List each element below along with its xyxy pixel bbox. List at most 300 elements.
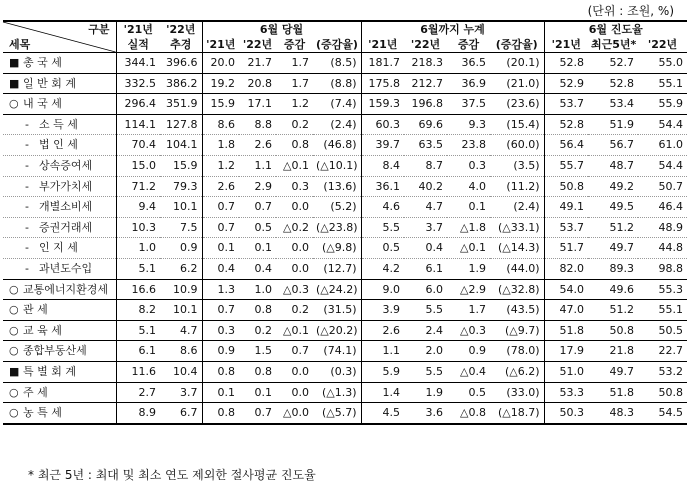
table-cell: 10.1 (160, 300, 202, 321)
table-cell: 0.1 (239, 238, 276, 259)
table-row (3, 176, 687, 197)
table-cell: △0.2 (276, 217, 313, 238)
table-cell: 52.8 (544, 114, 588, 135)
table-cell: 5.5 (404, 361, 447, 382)
table-cell: 52.9 (544, 73, 588, 94)
header-cum-rate: (증감율) (490, 37, 544, 53)
table-cell: 50.7 (638, 176, 687, 197)
table-cell: △0.1 (276, 155, 313, 176)
table-cell: 0.8 (239, 300, 276, 321)
table-body (3, 53, 687, 424)
row-label (3, 279, 116, 300)
table-cell: 19.2 (202, 73, 239, 94)
table-cell: (△32.8) (490, 279, 544, 300)
table-cell: 51.2 (588, 300, 638, 321)
table-cell: △0.3 (447, 320, 490, 341)
table-cell: 351.9 (160, 94, 202, 115)
header-cum-22: '22년 (404, 37, 447, 53)
row-label (3, 300, 116, 321)
table-cell: 70.4 (116, 135, 160, 156)
table-cell: 104.1 (160, 135, 202, 156)
table-cell: 52.8 (588, 73, 638, 94)
table-cell: 55.7 (544, 155, 588, 176)
table-cell: (0.3) (313, 361, 361, 382)
table-row (3, 217, 687, 238)
table-cell: 2.4 (404, 320, 447, 341)
table-cell: 61.0 (638, 135, 687, 156)
tax-name: 특 별 회 계 (23, 364, 76, 378)
table-cell: 63.5 (404, 135, 447, 156)
table-cell: 1.1 (361, 341, 404, 362)
table-cell: 344.1 (116, 53, 160, 74)
header-prog-5y: 최근5년* (588, 37, 638, 53)
table-cell: 69.6 (404, 114, 447, 135)
table-cell: (13.6) (313, 176, 361, 197)
table-row (3, 300, 687, 321)
table-cell: 114.1 (116, 114, 160, 135)
table-cell: (3.5) (490, 155, 544, 176)
table-cell: 9.3 (447, 114, 490, 135)
table-cell: 51.0 (544, 361, 588, 382)
table-cell: 50.8 (638, 382, 687, 403)
table-cell: (74.1) (313, 341, 361, 362)
unit-note: (단위 : 조원, %) (587, 4, 674, 18)
table-cell: 54.4 (638, 114, 687, 135)
table-cell: 53.4 (588, 94, 638, 115)
header-june-inc: 증감 (276, 37, 313, 53)
tax-name: 일 반 회 계 (23, 76, 76, 90)
table-cell: 36.5 (447, 53, 490, 74)
header-supp: 추경 (160, 37, 202, 53)
table-cell: 4.7 (404, 197, 447, 218)
header-21-year: '21년 (116, 21, 160, 37)
table-cell: 1.9 (404, 382, 447, 403)
row-label (3, 73, 116, 94)
table-cell: 0.9 (202, 341, 239, 362)
table-cell: 52.7 (588, 53, 638, 74)
table-cell: (21.0) (490, 73, 544, 94)
header-prog-22: '22년 (638, 37, 687, 53)
table-cell: 51.2 (588, 217, 638, 238)
table-cell: 4.2 (361, 258, 404, 279)
table-cell: 212.7 (404, 73, 447, 94)
table-cell: 0.2 (239, 320, 276, 341)
table-cell: 8.8 (239, 114, 276, 135)
table-cell: 0.9 (160, 238, 202, 259)
dash-bullet-icon: - (25, 220, 29, 234)
row-label (3, 176, 116, 197)
table-cell: (△9.8) (313, 238, 361, 259)
table-cell: 1.2 (276, 94, 313, 115)
tax-name: 인 지 세 (39, 241, 78, 255)
table-cell: (△23.8) (313, 217, 361, 238)
table-cell: 6.0 (404, 279, 447, 300)
header-actual: 실적 (116, 37, 160, 53)
footnote: * 최근 5년 : 최대 및 최소 연도 제외한 절사평균 진도율 (28, 468, 316, 482)
table-cell: 6.1 (404, 258, 447, 279)
table-cell: 0.2 (276, 300, 313, 321)
circle-bullet-icon: ○ (9, 323, 19, 337)
table-cell: 55.1 (638, 73, 687, 94)
table-cell: 4.6 (361, 197, 404, 218)
row-label (3, 53, 116, 74)
table-cell: 50.8 (588, 320, 638, 341)
table-row (3, 382, 687, 403)
row-label (3, 94, 116, 115)
row-label (3, 197, 116, 218)
table-cell: 56.7 (588, 135, 638, 156)
dash-bullet-icon: - (25, 117, 29, 131)
table-cell: 98.8 (638, 258, 687, 279)
table-cell: (60.0) (490, 135, 544, 156)
table-cell: 37.5 (447, 94, 490, 115)
table-cell: △2.9 (447, 279, 490, 300)
table-cell: 11.6 (116, 361, 160, 382)
table-cell: △0.1 (276, 320, 313, 341)
table-cell: 3.7 (160, 382, 202, 403)
table-cell: △0.8 (447, 403, 490, 424)
dash-bullet-icon: - (25, 138, 29, 152)
table-cell: (△33.1) (490, 217, 544, 238)
table-cell: 196.8 (404, 94, 447, 115)
header-gubun: 구분 (88, 23, 110, 36)
table-cell: 50.5 (638, 320, 687, 341)
table-cell: 1.7 (276, 53, 313, 74)
row-label (3, 361, 116, 382)
table-row (3, 114, 687, 135)
table-cell: 53.2 (638, 361, 687, 382)
table-cell: 0.4 (404, 238, 447, 259)
table-cell: 1.9 (447, 258, 490, 279)
table-cell: 50.8 (544, 176, 588, 197)
table-cell: (△14.3) (490, 238, 544, 259)
table-cell: 15.9 (160, 155, 202, 176)
table-cell: 15.0 (116, 155, 160, 176)
table-cell: 0.1 (202, 382, 239, 403)
table-cell: 3.6 (404, 403, 447, 424)
table-cell: 386.2 (160, 73, 202, 94)
tax-name: 내 국 세 (23, 97, 62, 111)
table-row (3, 155, 687, 176)
table-cell: 51.8 (544, 320, 588, 341)
tax-name: 종합부동산세 (23, 344, 87, 358)
table-cell: 49.7 (588, 361, 638, 382)
table-cell: 51.9 (588, 114, 638, 135)
table-cell: 53.3 (544, 382, 588, 403)
table-cell: 15.9 (202, 94, 239, 115)
table-cell: (20.1) (490, 53, 544, 74)
table-cell: 7.5 (160, 217, 202, 238)
table-cell: 49.1 (544, 197, 588, 218)
table-cell: 0.0 (276, 258, 313, 279)
table-cell: △0.0 (276, 403, 313, 424)
table-cell: 0.0 (276, 361, 313, 382)
table-cell: 40.2 (404, 176, 447, 197)
table-cell: 0.3 (276, 176, 313, 197)
row-label (3, 320, 116, 341)
table-cell: 0.0 (276, 238, 313, 259)
tax-name: 부가가치세 (39, 179, 93, 193)
dash-bullet-icon: - (25, 241, 29, 255)
table-cell: 5.1 (116, 320, 160, 341)
header-june-group: 6월 당월 (202, 21, 361, 37)
table-cell: 1.0 (239, 279, 276, 300)
table-cell: 49.7 (588, 238, 638, 259)
table-cell: 0.3 (202, 320, 239, 341)
table-cell: 127.8 (160, 114, 202, 135)
table-cell: 36.1 (361, 176, 404, 197)
table-cell: (15.4) (490, 114, 544, 135)
header-22-year: '22년 (160, 21, 202, 37)
tax-name: 상속증여세 (39, 158, 93, 172)
table-cell: 54.0 (544, 279, 588, 300)
table-cell: 39.7 (361, 135, 404, 156)
tax-name: 개별소비세 (39, 200, 93, 214)
table-cell: (△5.7) (313, 403, 361, 424)
table-cell: 175.8 (361, 73, 404, 94)
tax-name: 증권거래세 (39, 220, 93, 234)
row-label (3, 403, 116, 424)
table-row (3, 361, 687, 382)
table-cell: 60.3 (361, 114, 404, 135)
table-cell: 6.2 (160, 258, 202, 279)
table-cell: 1.8 (202, 135, 239, 156)
table-cell: (46.8) (313, 135, 361, 156)
table-cell: 2.6 (239, 135, 276, 156)
dash-bullet-icon: - (25, 179, 29, 193)
table-cell: 21.7 (239, 53, 276, 74)
tax-name: 교통에너지환경세 (23, 282, 109, 296)
table-cell: (△18.7) (490, 403, 544, 424)
tax-name: 교 육 세 (23, 323, 62, 337)
table-cell: 52.8 (544, 53, 588, 74)
table-cell: 53.7 (544, 94, 588, 115)
table-cell: 0.5 (239, 217, 276, 238)
table-row (3, 135, 687, 156)
header-semok: 세목 (9, 38, 31, 51)
circle-bullet-icon: ○ (9, 385, 19, 399)
header-prog-21: '21년 (544, 37, 588, 53)
table-cell: 9.4 (116, 197, 160, 218)
table-cell: (△9.7) (490, 320, 544, 341)
table-cell: 20.0 (202, 53, 239, 74)
table-cell: 3.9 (361, 300, 404, 321)
table-cell: 9.0 (361, 279, 404, 300)
table-cell: 20.8 (239, 73, 276, 94)
table-cell: 4.5 (361, 403, 404, 424)
table-cell: 0.2 (276, 114, 313, 135)
table-cell: △0.1 (447, 238, 490, 259)
table-cell: 181.7 (361, 53, 404, 74)
table-cell: 21.8 (588, 341, 638, 362)
table-cell: 56.4 (544, 135, 588, 156)
table-cell: 10.1 (160, 197, 202, 218)
table-cell: 54.5 (638, 403, 687, 424)
table-row (3, 279, 687, 300)
table-cell: (7.4) (313, 94, 361, 115)
table-cell: (12.7) (313, 258, 361, 279)
table-cell: 55.1 (638, 300, 687, 321)
table-cell: 49.6 (588, 279, 638, 300)
table-row (3, 94, 687, 115)
table-cell: 0.8 (202, 361, 239, 382)
table-cell: (2.4) (490, 197, 544, 218)
table-cell: (8.8) (313, 73, 361, 94)
table-cell: △0.4 (447, 361, 490, 382)
table-cell: 0.0 (276, 197, 313, 218)
table-cell: △0.3 (276, 279, 313, 300)
square-bullet-icon: ■ (9, 364, 20, 378)
table-cell: 0.8 (239, 361, 276, 382)
header-corner (3, 21, 116, 53)
tax-name: 과년도수입 (39, 261, 93, 275)
table-cell: 49.5 (588, 197, 638, 218)
table-cell: 0.1 (239, 382, 276, 403)
table-cell: 2.7 (116, 382, 160, 403)
table-cell: (2.4) (313, 114, 361, 135)
table-cell: 0.9 (447, 341, 490, 362)
table-cell: 17.9 (544, 341, 588, 362)
tax-name: 총 국 세 (23, 56, 62, 69)
tax-name: 소 득 세 (39, 117, 78, 131)
table-row (3, 403, 687, 424)
table-cell: 159.3 (361, 94, 404, 115)
tax-name: 농 특 세 (23, 406, 62, 420)
row-label (3, 135, 116, 156)
table-cell: 5.5 (361, 217, 404, 238)
header-cum-inc: 증감 (447, 37, 490, 53)
table-cell: 0.8 (202, 403, 239, 424)
table-cell: (11.2) (490, 176, 544, 197)
table-cell: 48.7 (588, 155, 638, 176)
table-cell: 48.9 (638, 217, 687, 238)
table-cell: (44.0) (490, 258, 544, 279)
table-cell: 22.7 (638, 341, 687, 362)
table-cell: 0.1 (202, 238, 239, 259)
dash-bullet-icon: - (25, 261, 29, 275)
table-row (3, 258, 687, 279)
circle-bullet-icon: ○ (9, 344, 19, 358)
header-cum-group: 6월까지 누계 (361, 21, 544, 37)
header-cum-21: '21년 (361, 37, 404, 53)
tax-revenue-table (3, 20, 687, 425)
table-cell: 8.6 (202, 114, 239, 135)
table-cell: 1.5 (239, 341, 276, 362)
table-cell: 79.3 (160, 176, 202, 197)
circle-bullet-icon: ○ (9, 406, 19, 420)
table-cell: 218.3 (404, 53, 447, 74)
table-cell: 4.0 (447, 176, 490, 197)
table-cell: 6.1 (116, 341, 160, 362)
table-cell: 0.5 (447, 382, 490, 403)
table-cell: (△10.1) (313, 155, 361, 176)
table-cell: 49.2 (588, 176, 638, 197)
table-cell: 0.7 (202, 217, 239, 238)
table-cell: 55.0 (638, 53, 687, 74)
table-cell: 89.3 (588, 258, 638, 279)
table-row (3, 197, 687, 218)
circle-bullet-icon: ○ (9, 303, 19, 317)
table-row (3, 341, 687, 362)
table-cell: 44.8 (638, 238, 687, 259)
table-cell: 50.3 (544, 403, 588, 424)
table-cell: 51.8 (588, 382, 638, 403)
table-cell: 55.3 (638, 279, 687, 300)
row-label (3, 114, 116, 135)
table-cell: 71.2 (116, 176, 160, 197)
table-cell: 10.4 (160, 361, 202, 382)
table-cell: (8.5) (313, 53, 361, 74)
table-cell: 4.7 (160, 320, 202, 341)
table-cell: 16.6 (116, 279, 160, 300)
table-cell: 0.7 (239, 403, 276, 424)
table-cell: 0.7 (239, 197, 276, 218)
header-june-rate: (증감율) (313, 37, 361, 53)
table-cell: 0.1 (447, 197, 490, 218)
table-cell: (23.6) (490, 94, 544, 115)
circle-bullet-icon: ○ (9, 282, 19, 296)
square-bullet-icon: ■ (9, 76, 20, 90)
table-cell: 8.7 (404, 155, 447, 176)
header-progress-group: 6월 진도율 (544, 21, 687, 37)
table-cell: 0.4 (239, 258, 276, 279)
row-label (3, 238, 116, 259)
table-cell: 0.8 (276, 135, 313, 156)
table-cell: (5.2) (313, 197, 361, 218)
table-cell: 0.5 (361, 238, 404, 259)
table-row (3, 320, 687, 341)
table-cell: 0.7 (202, 197, 239, 218)
table-cell: 0.7 (202, 300, 239, 321)
table-cell: 2.0 (404, 341, 447, 362)
table-cell: 1.7 (276, 73, 313, 94)
table-cell: 36.9 (447, 73, 490, 94)
table-cell: 2.6 (202, 176, 239, 197)
table-cell: 8.6 (160, 341, 202, 362)
row-label (3, 382, 116, 403)
table-cell: 1.7 (447, 300, 490, 321)
table-cell: 23.8 (447, 135, 490, 156)
table-cell: 46.4 (638, 197, 687, 218)
row-label (3, 341, 116, 362)
table-cell: 53.7 (544, 217, 588, 238)
table-row (3, 53, 687, 74)
table-cell: (31.5) (313, 300, 361, 321)
table-cell: 10.3 (116, 217, 160, 238)
table-cell: 6.7 (160, 403, 202, 424)
table-row (3, 73, 687, 94)
row-label (3, 217, 116, 238)
table-cell: 51.7 (544, 238, 588, 259)
table-cell: 3.7 (404, 217, 447, 238)
table-cell: 0.4 (202, 258, 239, 279)
table-row (3, 238, 687, 259)
table-cell: 2.6 (361, 320, 404, 341)
tax-name: 법 인 세 (39, 138, 78, 152)
header-june-22: '22년 (239, 37, 276, 53)
table-cell: 82.0 (544, 258, 588, 279)
table-cell: 17.1 (239, 94, 276, 115)
table-cell: 332.5 (116, 73, 160, 94)
tax-name: 주 세 (23, 385, 48, 399)
table-cell: 5.9 (361, 361, 404, 382)
row-label (3, 258, 116, 279)
table-cell: 8.9 (116, 403, 160, 424)
dash-bullet-icon: - (25, 200, 29, 214)
table-cell: 1.4 (361, 382, 404, 403)
table-cell: 8.4 (361, 155, 404, 176)
table-cell: (43.5) (490, 300, 544, 321)
